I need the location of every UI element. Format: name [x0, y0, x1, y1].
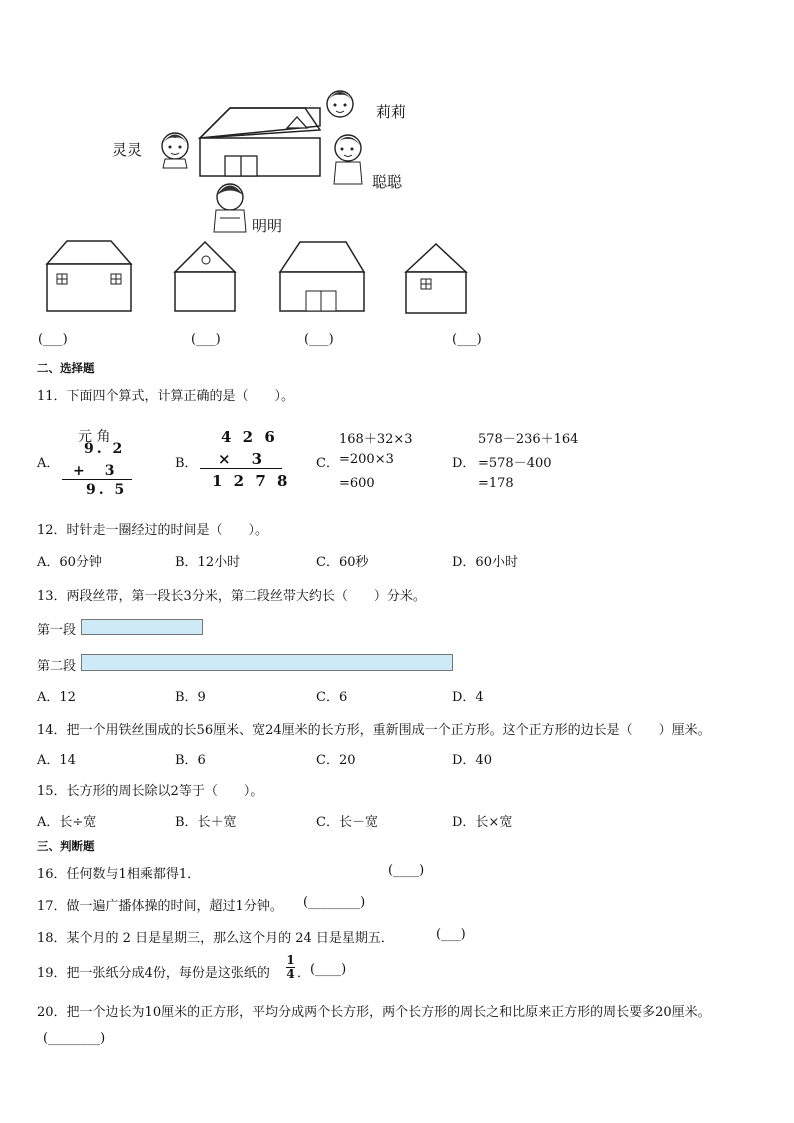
q19-after: ．: [297, 966, 311, 981]
q11-a-unit-header: 元 角: [78, 429, 111, 445]
q13-stem: 13．两段丝带，第一段长3分米，第二段丝带大约长（ ）分米。: [37, 589, 426, 604]
q12-option-b[interactable]: B．12小时: [175, 555, 241, 570]
house-view-1: [45, 238, 145, 318]
ribbon-segment-1: [81, 619, 203, 635]
q11-c-line1: 168＋32×3: [339, 432, 413, 447]
name-congcong: 聪聪: [372, 173, 403, 191]
q11-a-line2: + 3: [73, 463, 118, 479]
q14-option-c[interactable]: C．20: [316, 753, 356, 768]
q20-stem: 20．把一个边长为10厘米的正方形，平均分成两个长方形，两个长方形的周长之和比原来正方形的周长要多20厘米。: [37, 1005, 711, 1020]
q11-b-rule: [200, 468, 282, 469]
ribbon-segment-2: [81, 654, 453, 671]
q13-option-a[interactable]: A．12: [37, 690, 76, 705]
q12-option-c[interactable]: C．60秒: [316, 555, 369, 570]
q15-option-d[interactable]: D．长×宽: [452, 815, 513, 830]
q19-fraction: [286, 954, 295, 980]
q15-option-a[interactable]: A．长÷宽: [37, 815, 97, 830]
q16-stem: 16．任何数与1相乘都得1．: [37, 867, 201, 882]
house-view-4: [404, 242, 484, 322]
q11-option-b-label[interactable]: B．: [175, 456, 198, 471]
q11-b-line2: × 3: [218, 450, 266, 468]
child-congcong-icon: [328, 132, 368, 184]
house-view-3: [278, 240, 378, 320]
q16-blank[interactable]: (____): [388, 863, 425, 878]
answer-blank-4[interactable]: (___): [452, 332, 482, 347]
q19-stem: 19．把一张纸分成4份，每份是这张纸的: [37, 966, 270, 981]
q12-option-a[interactable]: A．60分钟: [37, 555, 102, 570]
q19-blank[interactable]: (____): [310, 962, 347, 977]
q11-c-line3: =600: [339, 476, 375, 491]
answer-blank-1[interactable]: (___): [38, 332, 68, 347]
child-mingming-icon: [210, 182, 250, 232]
q19-frac-den: 4: [286, 967, 295, 981]
q13-option-d[interactable]: D．4: [452, 690, 484, 705]
child-lili-icon: [320, 86, 360, 126]
q11-d-line2: =578－400: [478, 456, 552, 471]
q18-stem: 18．某个月的 2 日是星期三，那么这个月的 24 日是星期五．: [37, 931, 394, 946]
child-lingling-icon: [155, 128, 195, 168]
name-lili: 莉莉: [376, 103, 407, 121]
q19-frac-num: 1: [286, 953, 295, 967]
house-view-2: [173, 240, 253, 320]
q15-option-c[interactable]: C．长－宽: [316, 815, 378, 830]
q15-stem: 15．长方形的周长除以2等于（ ）。: [37, 784, 264, 799]
q14-option-d[interactable]: D．40: [452, 753, 492, 768]
q11-option-c-label[interactable]: C．: [316, 456, 339, 471]
q13-option-b[interactable]: B．9: [175, 690, 206, 705]
section-title-judge: 三、判断题: [37, 839, 95, 853]
q11-c-line2: =200×3: [339, 452, 394, 467]
q14-stem: 14．把一个用铁丝围成的长56厘米、宽24厘米的长方形，重新围成一个正方形。这个正方形的边长是（ ）厘米。: [37, 723, 711, 738]
q11-b-line1: 4 2 6: [221, 428, 278, 446]
q11-d-line3: =178: [478, 476, 514, 491]
q11-option-d-label[interactable]: D．: [452, 456, 476, 471]
q11-a-rule: [62, 479, 132, 480]
q13-option-c[interactable]: C．6: [316, 690, 348, 705]
section-title-choice: 二、选择题: [37, 361, 95, 375]
q11-b-result: 1 2 7 8: [212, 472, 291, 490]
q13-seg1-label: 第一段: [37, 623, 77, 638]
q11-a-line1: 9. 2: [84, 441, 126, 457]
q12-stem: 12．时针走一圈经过的时间是（ ）。: [37, 523, 269, 538]
q13-seg2-label: 第二段: [37, 659, 77, 674]
q11-d-line1: 578－236＋164: [478, 432, 579, 447]
q11-option-a-label[interactable]: A．: [37, 456, 60, 471]
name-mingming: 明明: [252, 217, 283, 235]
q11-stem: 11．下面四个算式，计算正确的是（ ）。: [37, 389, 295, 404]
q14-option-a[interactable]: A．14: [37, 753, 76, 768]
q14-option-b[interactable]: B．6: [175, 753, 206, 768]
q17-stem: 17．做一遍广播体操的时间，超过1分钟。: [37, 899, 283, 914]
q18-blank[interactable]: (___): [436, 927, 466, 942]
q11-a-result: 9. 5: [86, 482, 128, 498]
q17-blank[interactable]: (________): [303, 895, 366, 910]
name-lingling: 灵灵: [112, 141, 143, 159]
q12-option-d[interactable]: D．60小时: [452, 555, 518, 570]
answer-blank-3[interactable]: (___): [304, 332, 334, 347]
answer-blank-2[interactable]: (___): [191, 332, 221, 347]
q20-blank[interactable]: (________): [43, 1031, 106, 1046]
q15-option-b[interactable]: B．长＋宽: [175, 815, 237, 830]
